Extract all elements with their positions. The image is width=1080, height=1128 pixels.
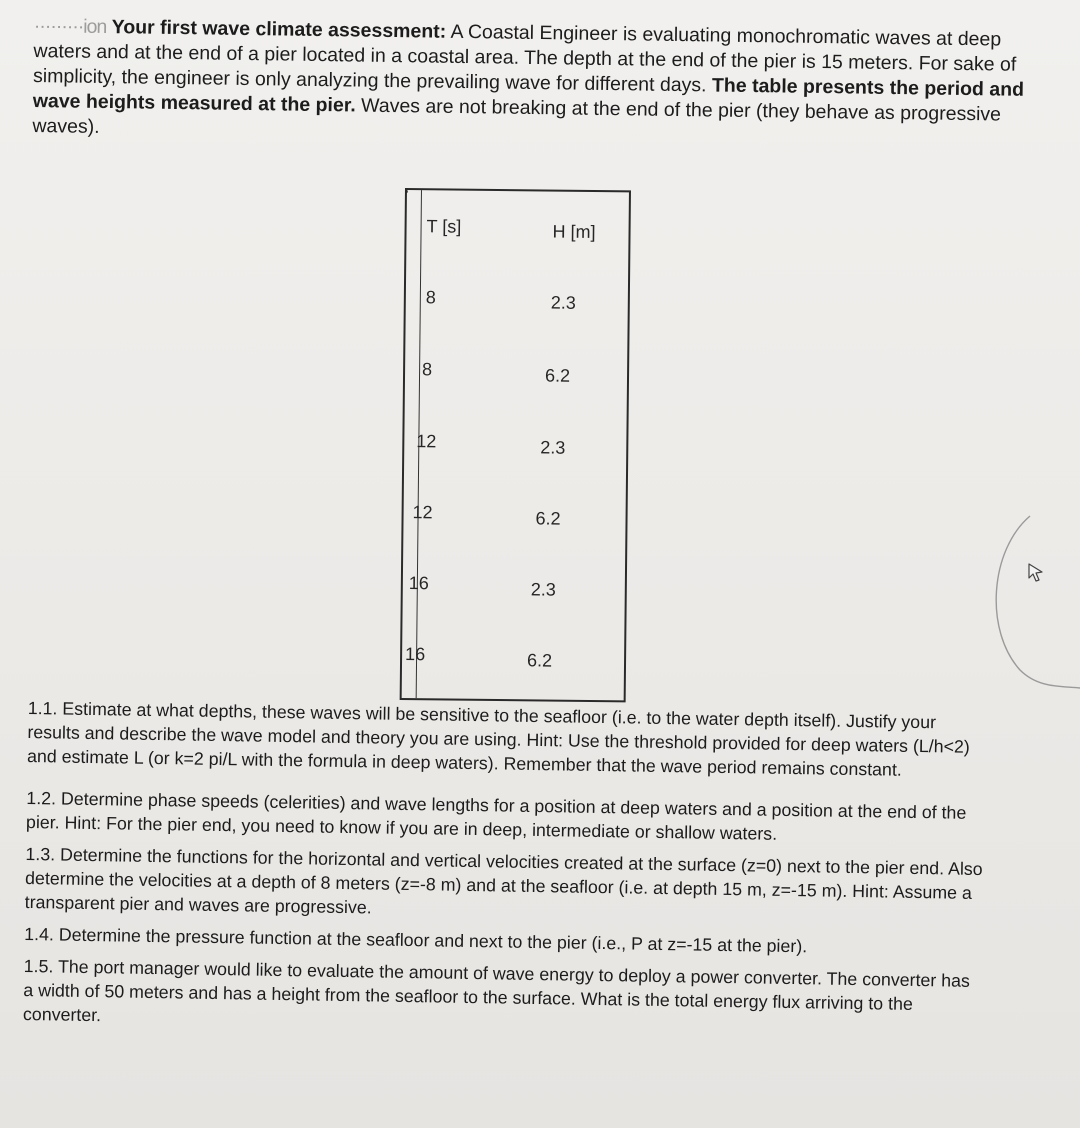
screen-glare-curve: [990, 510, 1080, 700]
table-cell-period: 12: [412, 502, 433, 523]
table-cell-period: 16: [405, 644, 426, 665]
table-cell-period: 8: [425, 287, 436, 308]
table-cell-period: 12: [416, 431, 437, 452]
problem-intro: [32, 14, 1054, 153]
table-cell-period: 8: [421, 359, 433, 380]
table-header-period: T [s]: [426, 216, 462, 237]
table-cell-height: 6.2: [535, 508, 561, 529]
question-list: [23, 696, 988, 1049]
table-header-height: H [m]: [552, 221, 596, 242]
question-1-1: 1.1. Estimate at what depths, these waves will be sensitive to the seafloor (i.e. to the water depth itself). Justify your results and describe the wave model and theory you are using. Hint: Use the threshold provided for deep waters (L/h<2) and estimate L (or k=2 pi/L with the formula in deep waters). Remember that the wave period remains constant.: [26, 697, 970, 780]
mouse-pointer-icon: [1026, 562, 1046, 584]
intro-text-1: A Coastal Engineer is evaluating monochromatic waves at deep waters and at the end of a pier located in a coastal area. The depth at the end of the pier is 15 meters. For sake of simplicity, the engineer is only analyzing the prevailing wave for different days.: [32, 20, 1017, 97]
question-1-2: 1.2. Determine phase speeds (celerities) and wave lengths for a position at deep waters and a position at the end of the pier. Hint: For the pier end, you need to know if you are in deep, intermediate or shallow waters.: [25, 787, 967, 844]
wave-table: [400, 188, 631, 702]
table-cell-period: 16: [408, 573, 429, 594]
intro-text-3: Waves are not breaking at the end of the pier (they behave as progressive waves).: [32, 94, 1002, 138]
intro-title: Your first wave climate assessment:: [111, 16, 447, 43]
question-1-5: 1.5. The port manager would like to evaluate the amount of wave energy to deploy a power converter. The converter has a width of 50 meters and has a height from the seafloor to the surface. What is the total energy flux arriving to the converter.: [22, 955, 971, 1026]
table-cell-height: 2.3: [540, 437, 566, 458]
question-1-3: 1.3. Determine the functions for the horizontal and vertical velocities created at the surface (z=0) next to the pier end. Also determine the velocities at a depth of 8 meters (z=-8 m) and at the seafloor (i.e. at depth 15 m, z=-15 m). Hint: Assume a transparent pier and waves are progressive.: [24, 843, 983, 918]
intro-bold-2: The table presents the period and wave heights measured at the pier.: [32, 74, 1025, 117]
smudged-text: ·········ion: [33, 14, 107, 39]
table-cell-height: 2.3: [550, 292, 576, 313]
table-cell-height: 6.2: [544, 365, 571, 386]
table-cell-height: 2.3: [530, 579, 556, 600]
question-1-4: 1.4. Determine the pressure function at the seafloor and next to the pier (i.e., P at z=-15 at the pier).: [24, 923, 808, 957]
table-cell-height: 6.2: [526, 650, 553, 671]
